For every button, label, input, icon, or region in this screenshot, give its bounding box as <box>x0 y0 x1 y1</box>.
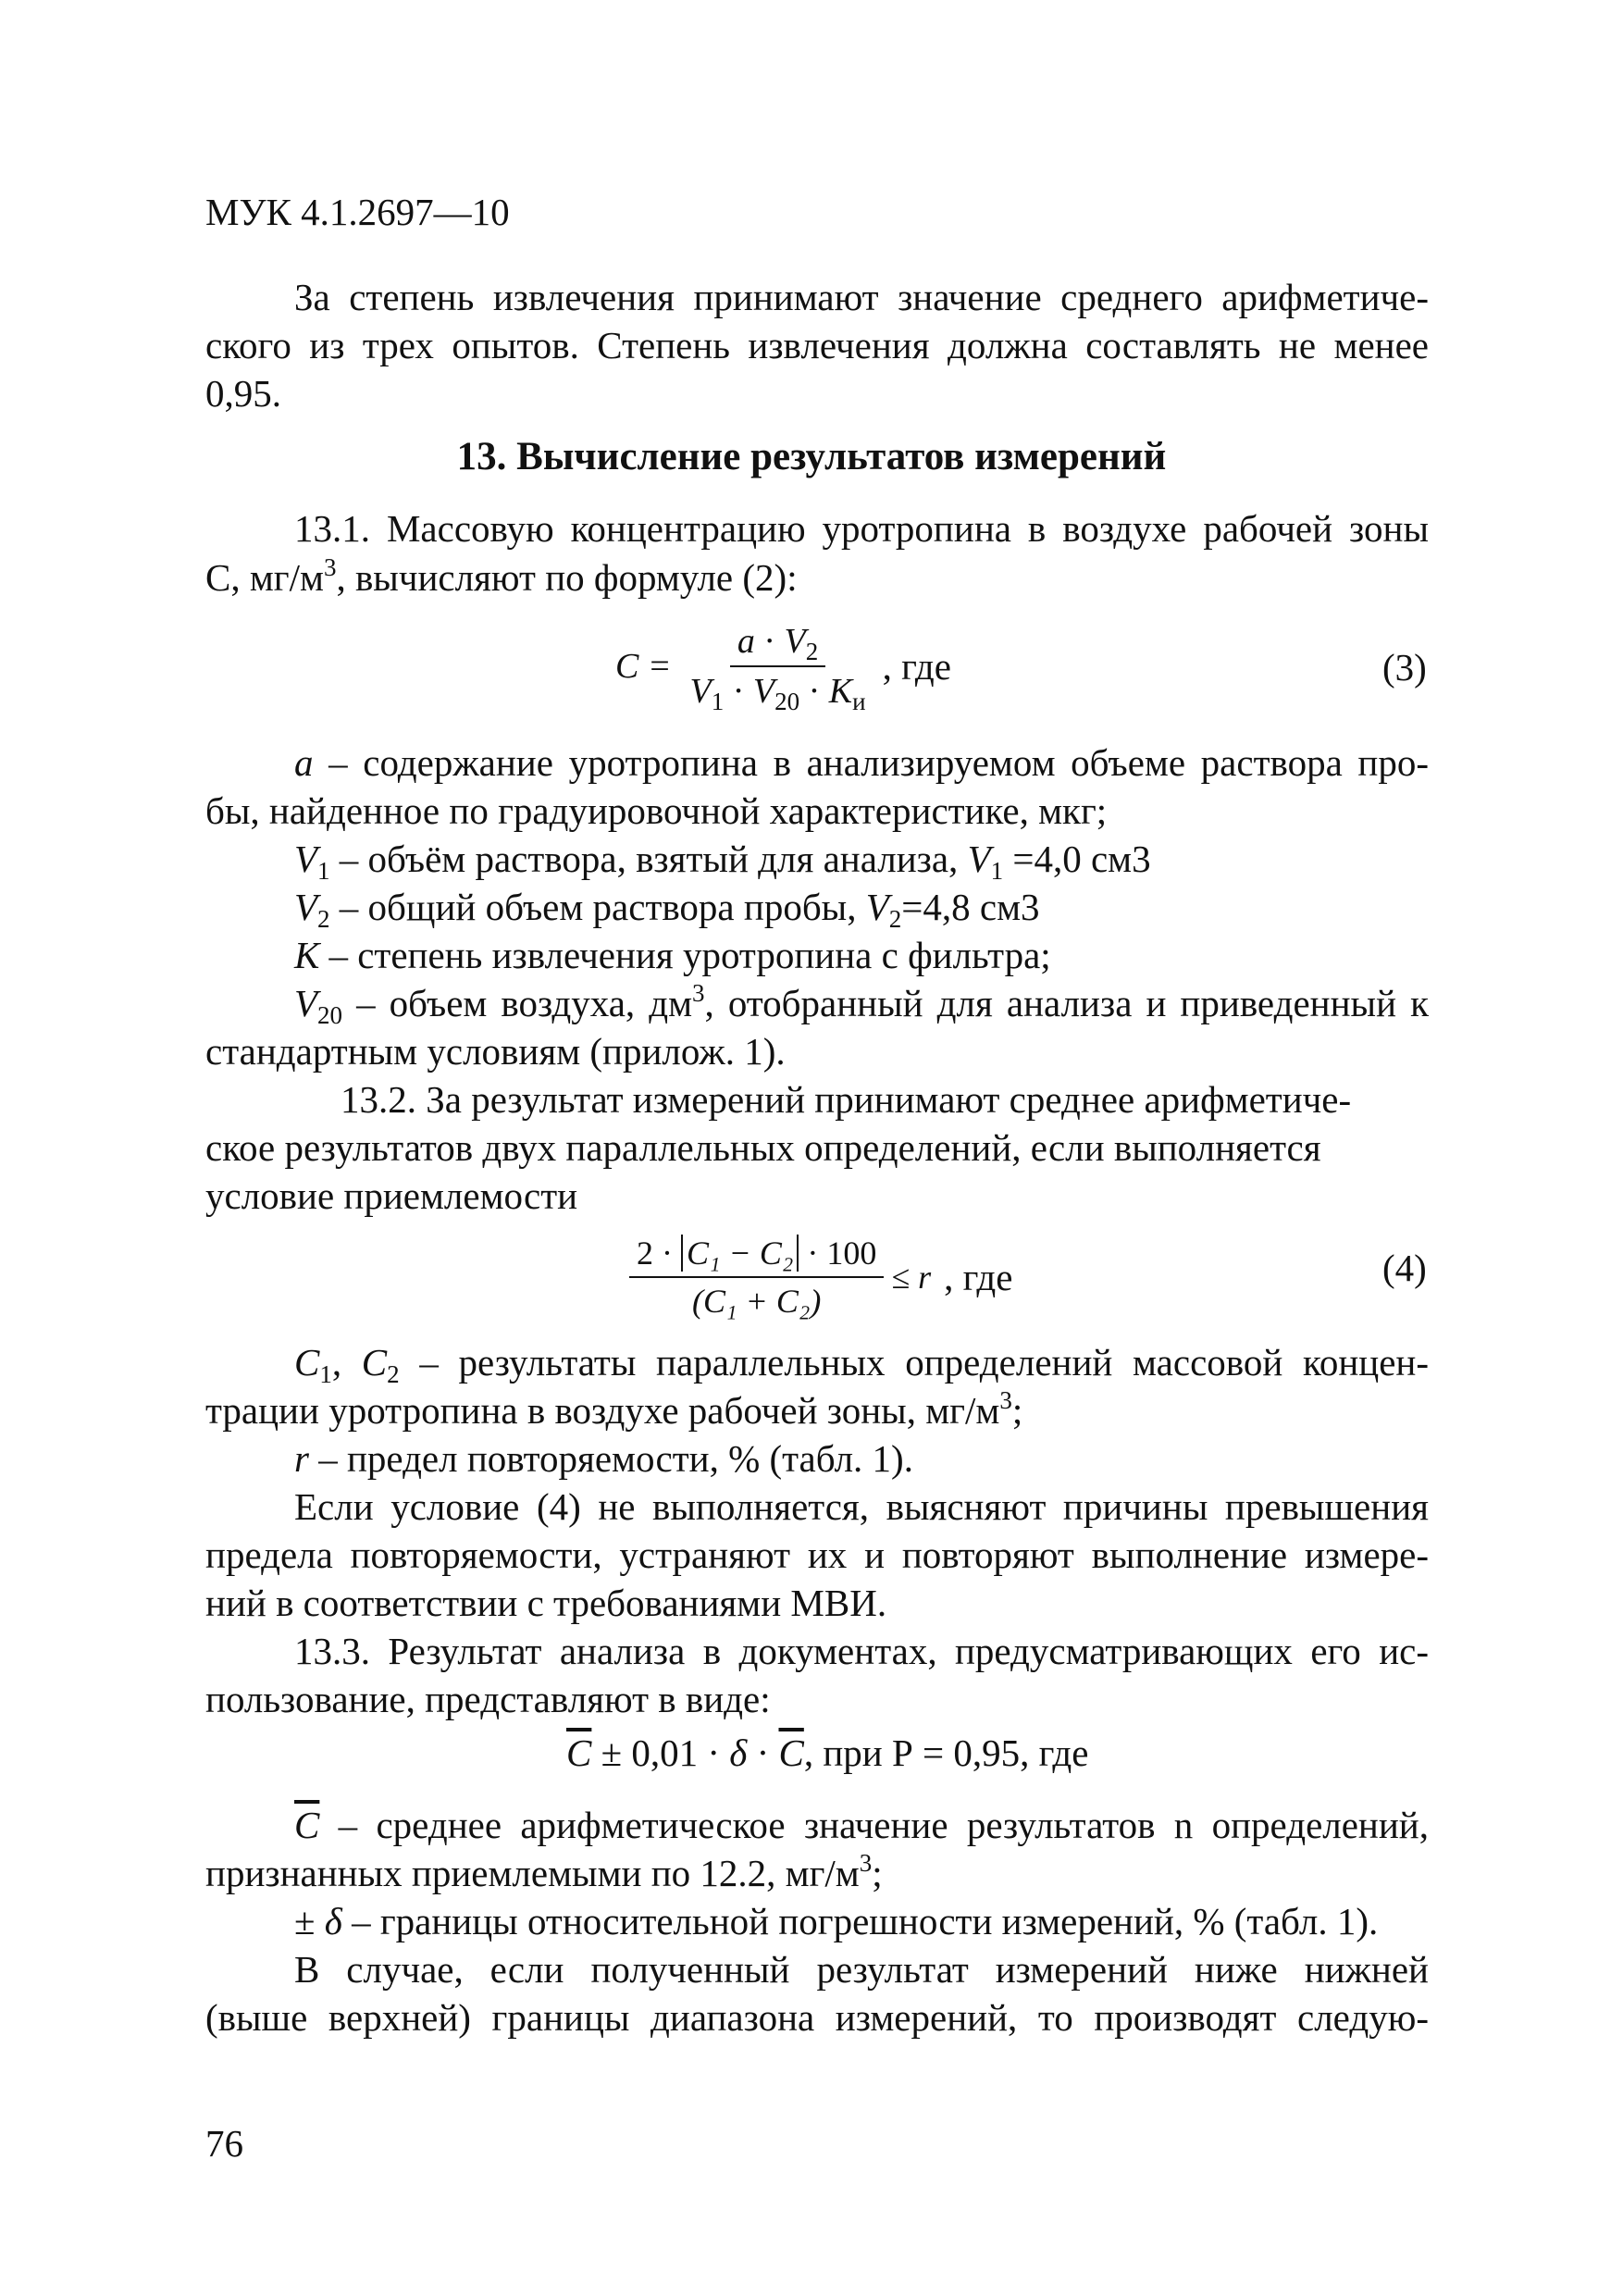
intro-line: ского из трех опытов. Степень извлечения должна составлять не менее <box>205 324 1429 366</box>
formula-3-lhs: C = <box>615 647 672 686</box>
paragraph-13-3-line: пользование, представляют в виде: <box>205 1678 771 1720</box>
paragraph-13-2-line: условие приемлемости <box>205 1174 578 1217</box>
formula-4 <box>629 1222 1012 1333</box>
definition-delta: ± δ – границы относительной погрешности измерений, % (табл. 1). <box>294 1900 1379 1942</box>
formula-3 <box>615 611 951 722</box>
paragraph-13-1-line: 13.1. Массовую концентрацию уротропина в воздухе рабочей зоны <box>294 507 1429 550</box>
paragraph-13-3-line: 13.3. Результат анализа в документах, предусматривающих его ис- <box>294 1630 1429 1672</box>
page-number: 76 <box>205 2122 243 2165</box>
paragraph-13-2-line: ское результатов двух параллельных определений, если выполняется <box>205 1126 1321 1169</box>
definition-v1: $V_1$ – объём раствора, взятый для анализа, $V_1 =4,0$ см3 <box>294 838 1151 885</box>
condition-line: предела повторяемости, устраняют их и повторяют выполнение измере- <box>205 1533 1429 1576</box>
condition-line: Если условие (4) не выполняется, выясняют причины превышения <box>294 1485 1429 1528</box>
formula-4-relation: ≤ r <box>891 1259 932 1296</box>
definition-a: a – содержание уротропина в анализируемом объеме раствора про- <box>294 741 1429 784</box>
formula-3-fraction: $\frac{a \cdot V_2}{V_1 \cdot V_{20} \cdot K_и}$ <box>689 622 866 715</box>
last-paragraph-line: В случае, если полученный результат измерений ниже нижней <box>294 1948 1429 1991</box>
definition-r: r – предел повторяемости, % (табл. 1). <box>294 1437 913 1480</box>
definition-v20: $V_{20}$ – объем воздуха, $дм^3$, отобранный для анализа и приведенный к <box>294 979 1429 1029</box>
section-heading: 13. Вычисление результатов измерений <box>456 435 1167 478</box>
definition-c1-c2-cont: трации уротропина в воздухе рабочей зоны, $мг/м^3$; <box>205 1386 1023 1432</box>
last-paragraph-line: (выше верхней) границы диапазона измерений, то производят следую- <box>205 1996 1429 2039</box>
definition-c-mean-cont: признанных приемлемыми по 12.2, $мг/м^3$; <box>205 1849 883 1894</box>
formula-4-number: (4) <box>1382 1247 1427 1289</box>
definition-v2: $V_2$ – общий объем раствора пробы, $V_2=4,8$ см3 <box>294 886 1040 933</box>
definition-c-mean: $\overline{C}$ – среднее арифметическое значение результатов n определений, <box>294 1804 1429 1846</box>
intro-line: За степень извлечения принимают значение среднего арифметиче- <box>294 276 1429 318</box>
paragraph-13-2-line: 13.2. За результат измерений принимают среднее арифметиче- <box>341 1078 1352 1121</box>
formula-result: $\overline{C} \pm 0,01 \cdot \delta \cdot \overline{C}$, при Р = 0,95, где <box>566 1731 1089 1774</box>
definition-c1-c2: $C_1$, $C_2$ – результаты параллельных определений массовой концен- <box>294 1341 1429 1388</box>
definition-v20-cont: стандартным условиям (прилож. 1). <box>205 1030 786 1073</box>
paragraph-13-1-line: С, $мг/м^3$, вычисляют по формуле (2): <box>205 553 798 599</box>
definition-a-cont: бы, найденное по градуировочной характеристике, мкг; <box>205 789 1108 832</box>
intro-line: 0,95. <box>205 372 281 415</box>
formula-4-fraction: $\frac{\text{2 · C₁ − C₂ · 100}}{\text{(C₁ + C₂)}}$ <box>629 1234 884 1321</box>
condition-line: ний в соответствии с требованиями МВИ. <box>205 1582 887 1624</box>
formula-3-number: (3) <box>1382 646 1427 689</box>
formula-3-tail: , где <box>882 645 951 688</box>
formula-4-tail: , где <box>944 1256 1013 1298</box>
definition-k: К – степень извлечения уротропина с фильтра; <box>294 934 1051 976</box>
document-code: МУК 4.1.2697—10 <box>205 191 510 233</box>
